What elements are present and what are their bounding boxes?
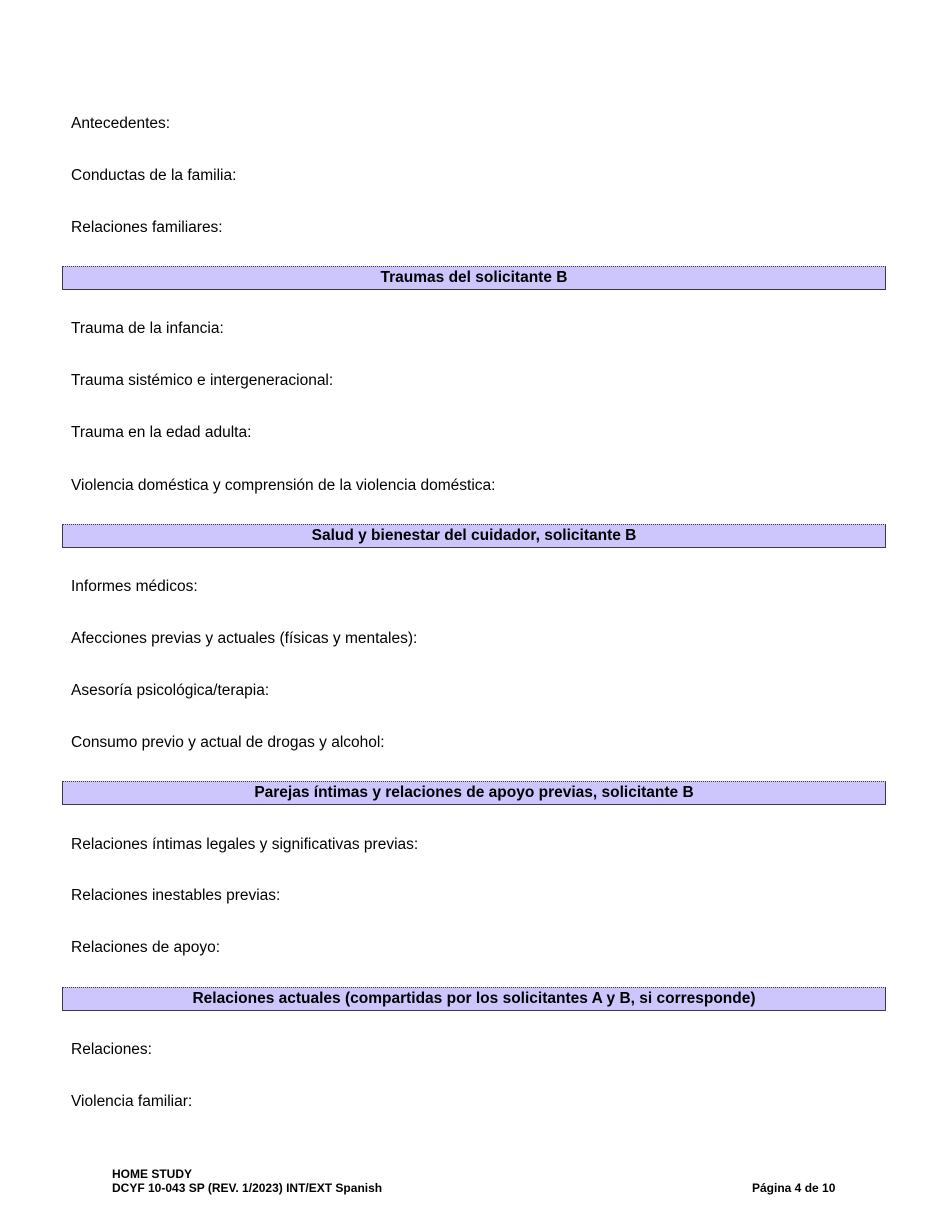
field-label-trauma-infancia: Trauma de la infancia: <box>71 320 224 337</box>
field-label-violencia-domestica: Violencia doméstica y comprensión de la violencia doméstica: <box>71 477 496 494</box>
field-label-asesoria: Asesoría psicológica/terapia: <box>71 682 270 699</box>
field-label-relaciones-inestables: Relaciones inestables previas: <box>71 887 281 904</box>
section-header-current-relationships: Relaciones actuales (compartidas por los solicitantes A y B, si corresponde) <box>62 987 886 1011</box>
section-header-health-b: Salud y bienestar del cuidador, solicitante B <box>62 524 886 548</box>
field-label-relaciones-apoyo: Relaciones de apoyo: <box>71 939 221 956</box>
footer-page-number: Página 4 de 10 <box>752 1181 836 1195</box>
field-label-informes-medicos: Informes médicos: <box>71 578 198 595</box>
field-label-relaciones-intimas: Relaciones íntimas legales y significativas previas: <box>71 836 419 853</box>
field-label-consumo-drogas: Consumo previo y actual de drogas y alcohol: <box>71 734 385 751</box>
footer-form-id: DCYF 10-043 SP (REV. 1/2023) INT/EXT Spanish <box>112 1181 383 1195</box>
field-label-violencia-familiar: Violencia familiar: <box>71 1093 193 1110</box>
field-label-trauma-adulta: Trauma en la edad adulta: <box>71 424 252 441</box>
field-label-relaciones: Relaciones: <box>71 1041 152 1058</box>
footer-form-title: HOME STUDY <box>112 1167 193 1181</box>
section-header-partners-b: Parejas íntimas y relaciones de apoyo previas, solicitante B <box>62 781 886 805</box>
field-label-relaciones-familiares: Relaciones familiares: <box>71 219 223 236</box>
section-header-trauma-b: Traumas del solicitante B <box>62 266 886 290</box>
field-label-afecciones: Afecciones previas y actuales (físicas y mentales): <box>71 630 418 647</box>
field-label-trauma-sistemico: Trauma sistémico e intergeneracional: <box>71 372 334 389</box>
field-label-conductas-familia: Conductas de la familia: <box>71 167 237 184</box>
field-label-antecedentes: Antecedentes: <box>71 115 171 132</box>
